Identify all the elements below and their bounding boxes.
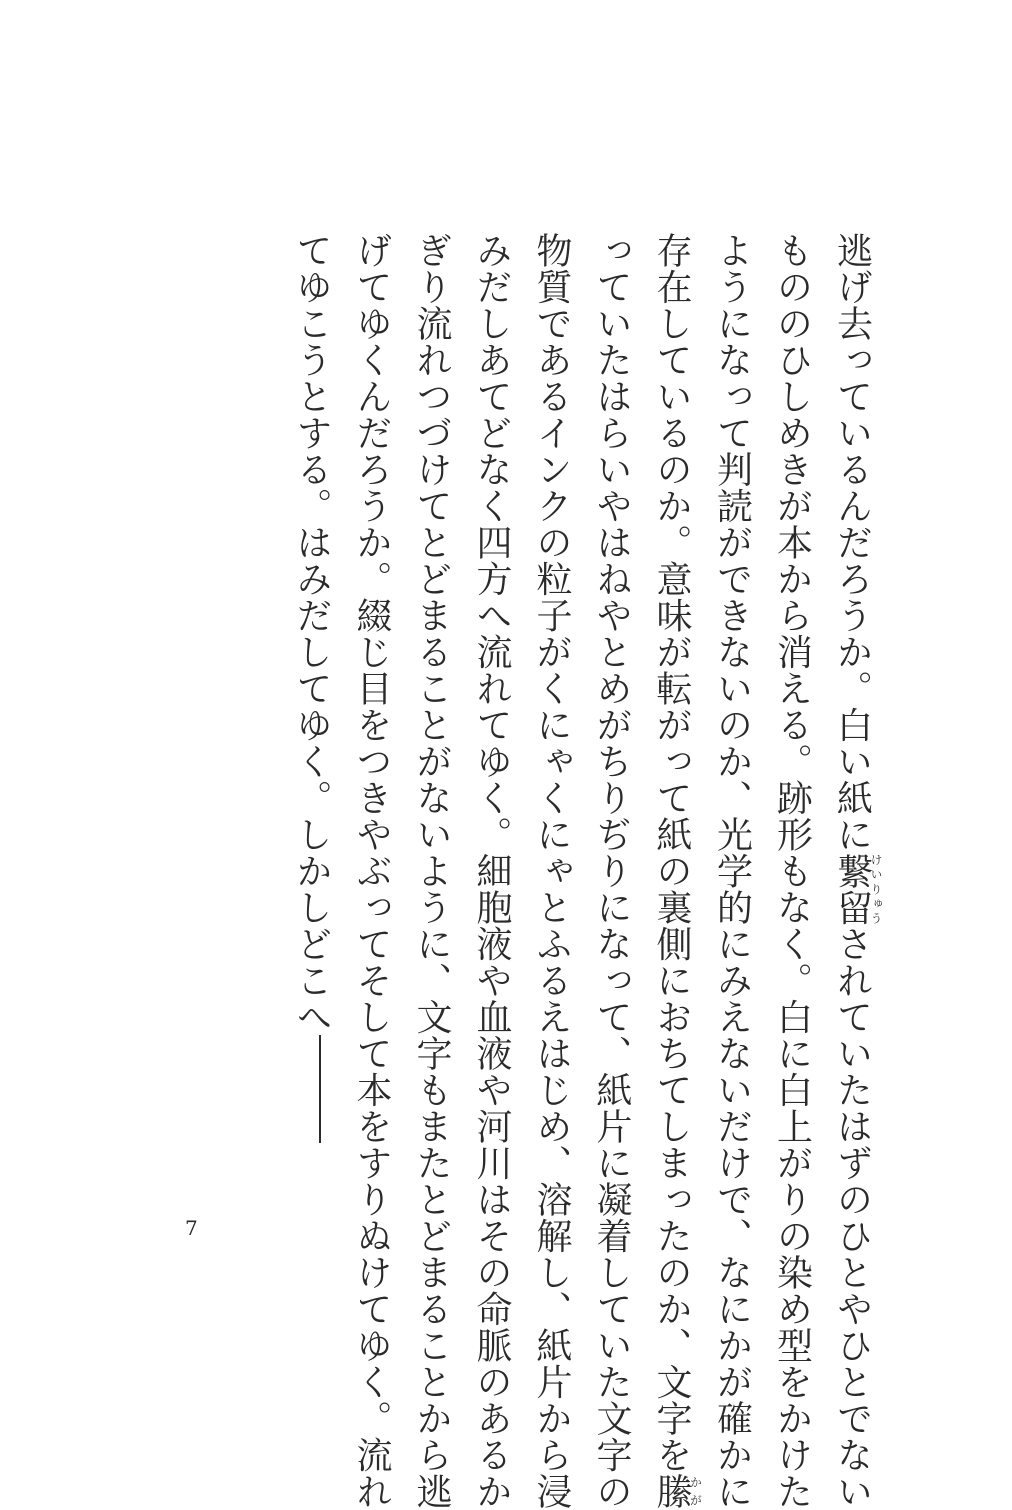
page-number: 7 (185, 1216, 198, 1240)
text-column-1 (822, 232, 883, 1510)
ruby-base: 縢 (651, 1473, 692, 1510)
ruby-kaga (651, 1473, 703, 1510)
text-column-7: みだしあてどなく四方へ流れてゆく。細胞液や血液や河川はその命脈のあるか (471, 232, 512, 1510)
ruby-keiryu (831, 852, 883, 926)
text-column-9: げてゆくんだろうか。綴じ目をつきやぶってそして本をすりぬけてゆく。流れ (351, 232, 392, 1510)
ruby-reading: かが (688, 1473, 703, 1510)
vertical-text-body (281, 232, 883, 1510)
text-segment: されていたはずのひとやひとでない (831, 925, 873, 1510)
text-column-4 (641, 232, 703, 1510)
text-column-3: ようになって判読ができないのか、光学的にみえないだけで、なにかが確かに (711, 232, 753, 1510)
em-dash-rule (319, 1035, 321, 1143)
ruby-base: 繋留 (831, 852, 873, 926)
text-segment: 逃げ去っているんだろうか。白い紙に (831, 232, 873, 853)
text-column-8: ぎり流れつづけてとどまることがないように、文字もまたとどまることから逃 (411, 232, 452, 1510)
text-segment: 存在しているのか。意味が転がって紙の裏側におちてしまったのか、文字を (651, 232, 692, 1473)
text-segment: てゆこうとする。はみだしてゆく。しかしどこへ (291, 232, 332, 1035)
text-column-10 (281, 232, 341, 1207)
text-column-2: もののひしめきが本から消える。跡形もなく。白に白上がりの染め型をかけた (771, 232, 813, 1510)
text-column-5: っていたはらいやはねやとめがちりぢりになって、紙片に凝着していた文字の (591, 232, 632, 1510)
ruby-reading: けいりゅう (869, 852, 883, 926)
text-column-6: 物質であるインクの粒子がくにゃくにゃとふるえはじめ、溶解し、紙片から浸 (531, 232, 572, 1510)
